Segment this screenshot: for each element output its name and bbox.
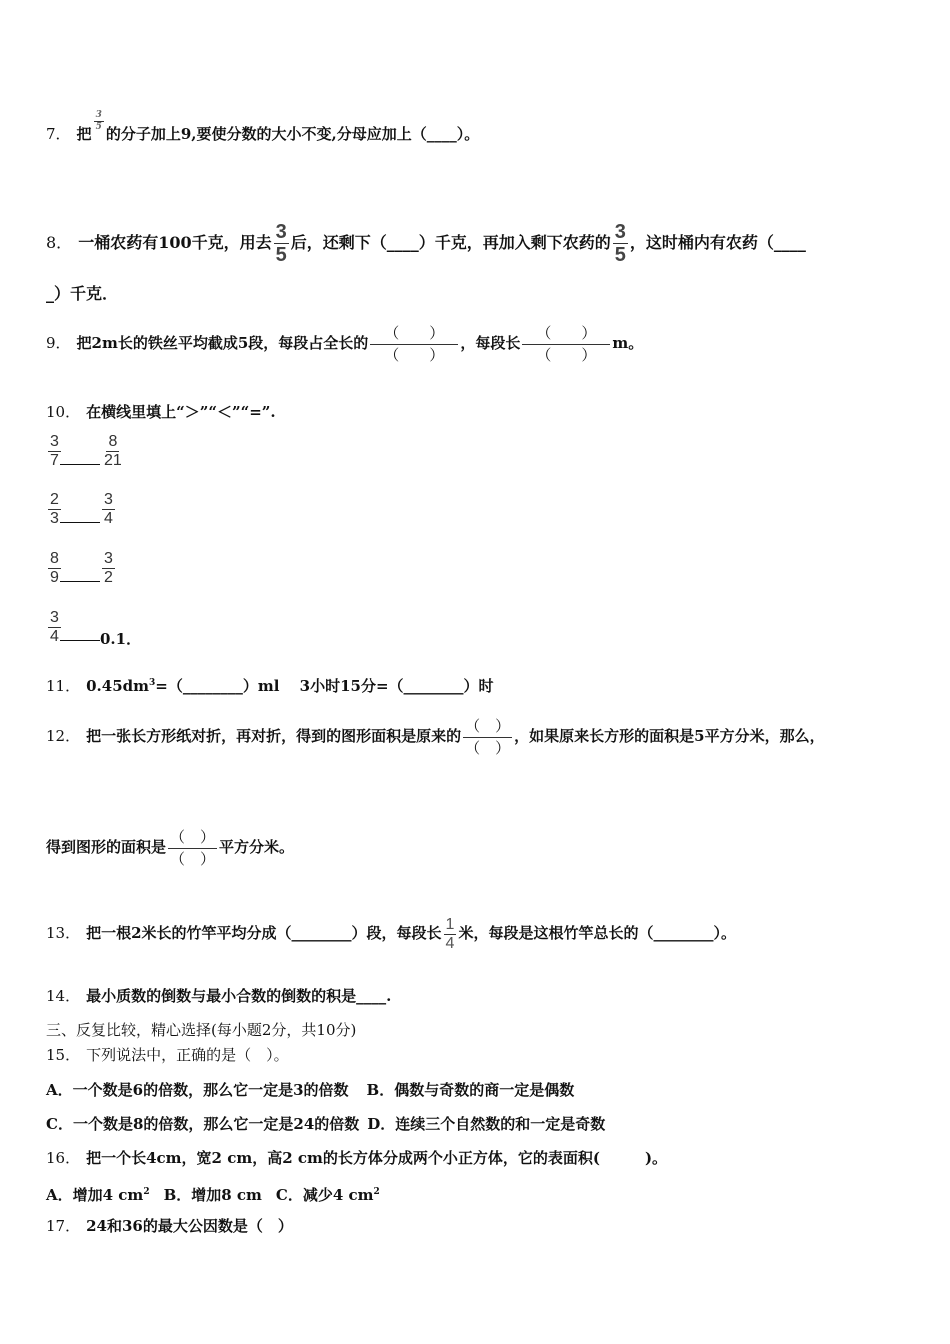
options-row xyxy=(46,1182,380,1205)
question-14: 14． 最小质数的倒数与最小合数的倒数的积是____. xyxy=(46,987,392,1005)
answer-blank[interactable] xyxy=(60,464,100,465)
answer-blank[interactable] xyxy=(60,640,100,641)
question-number: 16． xyxy=(46,1149,81,1167)
fraction: $\frac{3}{5}$ xyxy=(614,221,626,266)
question-10: 10． 在横线里填上“＞”“＜”“=”. xyxy=(46,403,276,421)
option-c[interactable]: C．一个数是8的倍数，那么它一定是24的倍数 xyxy=(46,1115,360,1133)
question-12-cont: 得到图形的面积是 $\frac{( )}{( )}$ 平方分米。 xyxy=(46,827,295,868)
question-7: 7． 把 $\frac{3}{5}$ 的分子加上9,要使分数的大小不变,分母应加上（____）。 xyxy=(46,109,480,143)
section-heading: 三、反复比较，精心选择(每小题2分，共10分) xyxy=(46,1021,357,1039)
question-number: 11． xyxy=(46,677,81,695)
question-number: 10． xyxy=(46,403,81,421)
fraction: $\frac{8}{21}$ xyxy=(104,433,122,469)
question-16: 16． 把一个长4cm，宽2 cm，高2 cm的长方体分成两个小正方体，它的表面积( )。 xyxy=(46,1149,668,1167)
question-8-cont: _）千克． xyxy=(46,284,119,303)
option-c[interactable]: C．减少4 $cm^2$ xyxy=(275,1186,380,1204)
option-a[interactable]: A．增加4 $cm^2$ xyxy=(46,1186,150,1204)
answer-blank[interactable] xyxy=(60,522,100,523)
question-17: 17． 24和36的最大公因数是（ ） xyxy=(46,1217,293,1235)
answer-blank[interactable] xyxy=(60,581,100,582)
question-number: 8． xyxy=(46,233,73,252)
fraction-blank[interactable]: $\frac{( )}{( )}$ xyxy=(170,827,216,868)
fraction: $\frac{3}{5}$ xyxy=(95,109,102,132)
question-number: 12． xyxy=(46,727,81,745)
question-8: 8． 一桶农药有100千克，用去 $\frac{3}{5}$ 后，还剩下（____）千克，再加入剩下农药的 $\frac{3}{5}$ ，这时桶内有农药（____ xyxy=(46,221,806,266)
fraction: $\frac{3}{2}$ xyxy=(104,550,113,586)
options-row xyxy=(46,1114,605,1134)
question-number: 14． xyxy=(46,987,81,1005)
question-number: 17． xyxy=(46,1217,81,1235)
fraction-blank[interactable]: $\frac{( )}{( )}$ xyxy=(465,716,511,757)
question-number: 15． xyxy=(46,1046,81,1064)
option-d[interactable]: D．连续三个自然数的和一定是奇数 xyxy=(367,1115,606,1133)
question-number: 7． xyxy=(46,125,71,143)
question-15: 15． 下列说法中，正确的是（ ）。 xyxy=(46,1046,289,1064)
options-row xyxy=(46,1080,574,1100)
question-12: 12． 把一张长方形纸对折，再对折，得到的图形面积是原来的 $\frac{( )}{( )}$ ，如果原来长方形的面积是5平方分米，那么， xyxy=(46,716,825,757)
option-b[interactable]: B．偶数与奇数的商一定是偶数 xyxy=(366,1081,575,1099)
fraction: $\frac{2}{3}$ xyxy=(50,491,59,527)
question-number: 13． xyxy=(46,924,81,942)
compare-value: 0.1． xyxy=(100,630,142,648)
question-13: 13． 把一根2米长的竹竿平均分成（________）段，每段长 $\frac{1}{4}$ 米，每段是这根竹竿总长的（________）。 xyxy=(46,915,736,952)
fraction: $\frac{3}{4}$ xyxy=(104,491,113,527)
question-number: 9． xyxy=(46,334,71,352)
fraction-blank[interactable]: $\frac{( )}{( )}$ xyxy=(370,326,458,363)
fraction-blank[interactable]: $\frac{( )}{( )}$ xyxy=(522,326,610,363)
option-b[interactable]: B．增加8 cm xyxy=(163,1186,262,1204)
fraction: $\frac{3}{5}$ xyxy=(275,221,287,266)
question-11: 11． $0.45dm^3=(\_\_\_\_\_\_\_\_)ml$ 3小时15分=（________）时 xyxy=(46,677,494,695)
fraction: $\frac{3}{7}$ xyxy=(50,433,59,469)
option-a[interactable]: A．一个数是6的倍数，那么它一定是3的倍数 xyxy=(46,1081,349,1099)
fraction: $\frac{1}{4}$ xyxy=(445,915,455,952)
fraction: $\frac{8}{9}$ xyxy=(50,550,59,586)
fraction: $\frac{3}{4}$ xyxy=(50,609,59,645)
question-9: 9． 把2m长的铁丝平均截成5段，每段占全长的 $\frac{( )}{( )}$ ，每段长 $\frac{( )}{( )}$ m。 xyxy=(46,323,644,364)
